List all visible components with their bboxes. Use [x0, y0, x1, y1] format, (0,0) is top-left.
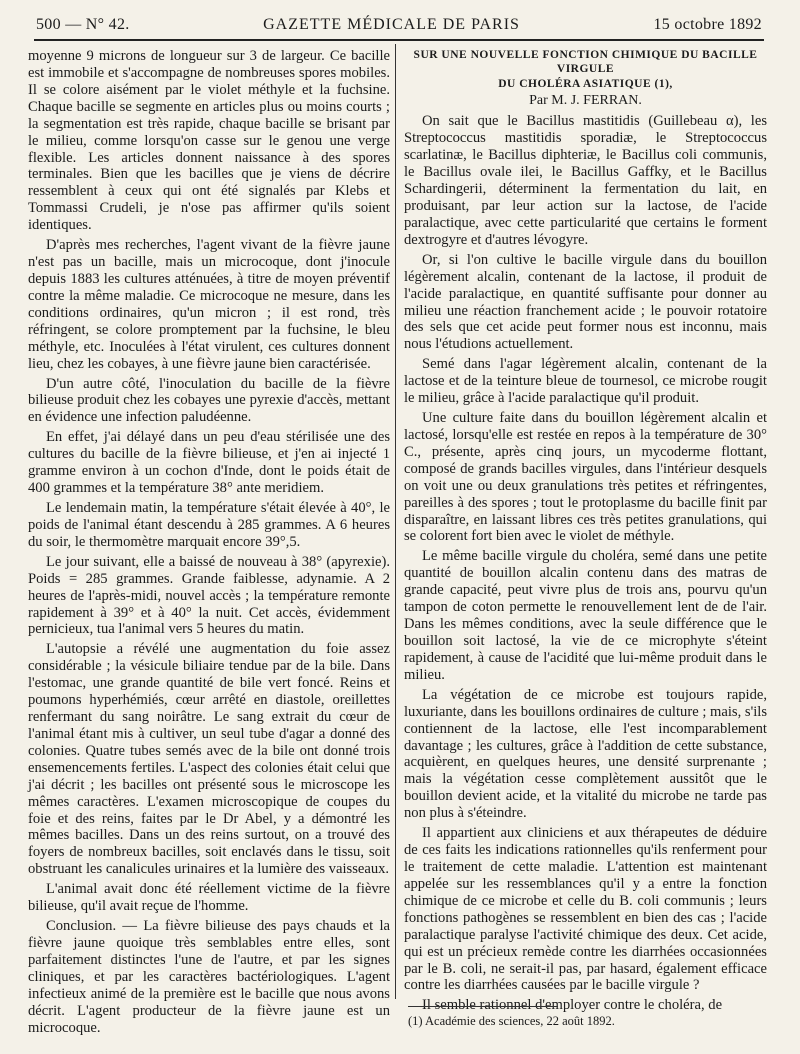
paragraph: Conclusion. — La fièvre bilieuse des pays chauds et la fièvre jaune quoique très semblables entre elles, sont parfaitement distinctes l'une de l'autre, et par les signes cliniques, et par les caractères bactériologiques. L'agent infectieux animé de la première est le bacille que nous avons décrit. L'agent producteur de la fièvre jaune est un microcoque.	[28, 918, 390, 1036]
paragraph: Il appartient aux cliniciens et aux thérapeutes de déduire de ces faits les indications rationnelles qu'ils renferment pour le traitement de cette maladie. L'attention est maintenant appelée sur les ressemblances qu'il y a entre la fonction chimique de ce microbe et celle du B. coli communis ; leurs fonctions pathogènes se ressemblent en bien des cas ; l'acide paralactique paralyse l'activité chimique des deux. Cet acide, qui est un précieux remède contre les diarrhées occasionnées par le B. coli, ne serait-il pas, par hasard, également efficace contre les diarrhées causées par le bacille virgule ?	[404, 825, 767, 994]
paragraph: D'après mes recherches, l'agent vivant de la fièvre jaune n'est pas un bacille, mais un microcoque, dont j'inocule depuis 1883 les cultures atténuées, à titre de moyen préventif contre la même maladie. Ce microcoque ne mesure, dans les conditions ordinaires, qu'un micron ; il est rond, très réfringent, se colore promptement par la fuchsine, le bleu méthyle, etc. Inoculées à l'état virulent, ces cultures donnent lieu, chez les cobayes, à une fièvre jaune bien caractérisée.	[28, 237, 390, 372]
page-header	[36, 12, 762, 38]
paragraph: Le même bacille virgule du choléra, semé dans une petite quantité de bouillon alcalin contenu dans des matras de grande capacité, peut vivre plus de trois ans, pourvu qu'un tampon de coton permette le renouvellement lent de de l'air. Dans les mêmes conditions, avec la seule différence que le bouillon soit lactosé, la vie de ce microphyte s'éteint rapidement, à cause de l'acidité que lui-même produit dans le milieu.	[404, 548, 767, 683]
paragraph: Semé dans l'agar légèrement alcalin, contenant de la lactose et de la teinture bleue de tournesol, ce microbe rougit le milieu, grâce à l'acide paralactique qu'il produit.	[404, 356, 767, 407]
footnote: (1) Académie des sciences, 22 août 1892.	[408, 1014, 615, 1028]
paragraph: La végétation de ce microbe est toujours rapide, luxuriante, dans les bouillons ordinaires de culture ; mais, s'ils contiennent de la lactose, elle l'est incomparablement davantage ; les cultures, grâce à l'addition de cette substance, acquièrent, en quelques heures, une densité surprenante ; mais la végétation cesse complètement aussitôt que le bouillon devient acide, et la vitalité du microbe ne tarde pas non plus à s'éteindre.	[404, 686, 767, 822]
left-column	[28, 48, 390, 1040]
paragraph: Une culture faite dans du bouillon légèrement alcalin et lactosé, lorsqu'elle est restée en repos à la température de 30° C., présente, après cinq jours, un mycoderme flottant, composé de grands bacilles virgules, dans l'intérieur desquels on voit une ou deux granulations très petites et réfringentes, pareilles à des spores ; tout le protoplasme du bacille finit par disparaître, en laissant libres ces très petites granulations, qui se colorent fort bien avec le violet de méthyle.	[404, 410, 767, 545]
paragraph: D'un autre côté, l'inoculation du bacille de la fièvre bilieuse produit chez les cobayes une pyrexie d'accès, mettant en évidence une infection paludéenne.	[28, 375, 390, 426]
paragraph: L'autopsie a révélé une augmentation du foie assez considérable ; la vésicule biliaire tendue par de la bile. Dans l'estomac, une grande quantité de bile vert foncé. Reins et poumons hyperhémiés, cœur arrêté en diastole, oreillettes renfermant du sang noirâtre. Le sang extrait du cœur de l'animal étant mis à cultiver, un seul tube d'agar a donné des colonies. Quatre tubes semés avec de la bile ont donné trois ensemencements fertiles. L'aspect des colonies était celui que j'ai décrit ; les bacilles ont présenté sous le microscope les mêmes caractères. L'examen microscopique de coupes du foie et des reins, faites par le Dr Abel, y a démontré les mêmes bacilles. Dans un des reins surtout, on a trouvé des foyers de nombreux bacilles, soit enclavés dans le tissu, soit obstruant les canalicules urinaires et la lumière des vaisseaux.	[28, 641, 390, 878]
article-title-line: DU CHOLÉRA ASIATIQUE (1),	[498, 77, 673, 90]
paragraph: Il semble rationnel d'employer contre le choléra, de	[422, 997, 723, 1014]
page-number: 500 — N° 42.	[36, 16, 130, 33]
issue-date: 15 octobre 1892	[653, 16, 762, 33]
header-rule	[34, 39, 764, 41]
paragraph: L'animal avait donc été réellement victime de la fièvre bilieuse, qu'il avait reçue de l'homme.	[28, 881, 390, 915]
paragraph: En effet, j'ai délayé dans un peu d'eau stérilisée une des cultures du bacille de la fièvre bilieuse, et j'en ai injecté 1 gramme environ à un cochon d'Inde, dont le poids était de 400 grammes et la température 38° ante meridiem.	[28, 429, 390, 497]
paragraph: Or, si l'on cultive le bacille virgule dans du bouillon légèrement alcalin, contenant de la lactose, il produit de l'acide paralactique, en quantité suffisante pour donner au milieu une réaction franchement acide ; le pouvoir rotatoire des sels que cet acide peut former nous est inconnu, mais nous l'étudions actuellement.	[404, 251, 767, 353]
article-title	[404, 48, 767, 91]
footnote-rule	[408, 1006, 558, 1007]
paragraph: On sait que le Bacillus mastitidis (Guillebeau α), les Streptococcus mastitidis sporadiæ, le Streptococcus scarlatinæ, le Bacillus diphteriæ, le Bacillus coli communis, le Bacillus ovale ilei, le Bacillus Gaffky, et le Bacillus Schardingerii, déterminent la fermentation du lait, en produisant, par leur action sur la lactose, de l'acide paralactique, avec cette particularité que certains le forment dextrogyre et d'autres lévogyre.	[404, 113, 767, 248]
paragraph: Le lendemain matin, la température s'était élevée à 40°, le poids de l'animal étant descendu à 285 grammes. A 6 heures du soir, le thermomètre marquait encore 39°,5.	[28, 499, 390, 550]
column-divider	[395, 44, 396, 999]
article-title-line: SUR UNE NOUVELLE FONCTION CHIMIQUE DU BACILLE VIRGULE	[413, 49, 758, 76]
right-column	[404, 48, 767, 1017]
paragraph: moyenne 9 microns de longueur sur 3 de largeur. Ce bacille est immobile et s'accompagne de nombreuses spores mobiles. Il se colore aisément par le violet méthyle et la fuchsine. Chaque bacille se segmente en articles plus ou moins courts ; la segmentation est très rapide, chaque bacille se brisant par le milieu, comme lorsqu'on casse sur le genou une verge flexible. Les articles donnent naissance à des spores terminales. Bien que les bacilles que je viens de décrire ressemblent à ceux qui ont été signalés par Klebs et Tommassi Crudeli, je n'ose pas affirmer qu'ils soient identiques.	[28, 48, 390, 234]
paragraph: Le jour suivant, elle a baissé de nouveau à 38° (apyrexie). Poids = 285 grammes. Grande faiblesse, adynamie. A 2 heures de l'après-midi, nouvel accès ; la température remonte rapidement à 39° et à 40° la nuit. Cet accès, évidemment pernicieux, tua l'animal vers 5 heures du matin.	[28, 553, 390, 638]
article-author: Par M. J. FERRAN.	[529, 93, 642, 109]
journal-title: GAZETTE MÉDICALE DE PARIS	[263, 16, 520, 33]
